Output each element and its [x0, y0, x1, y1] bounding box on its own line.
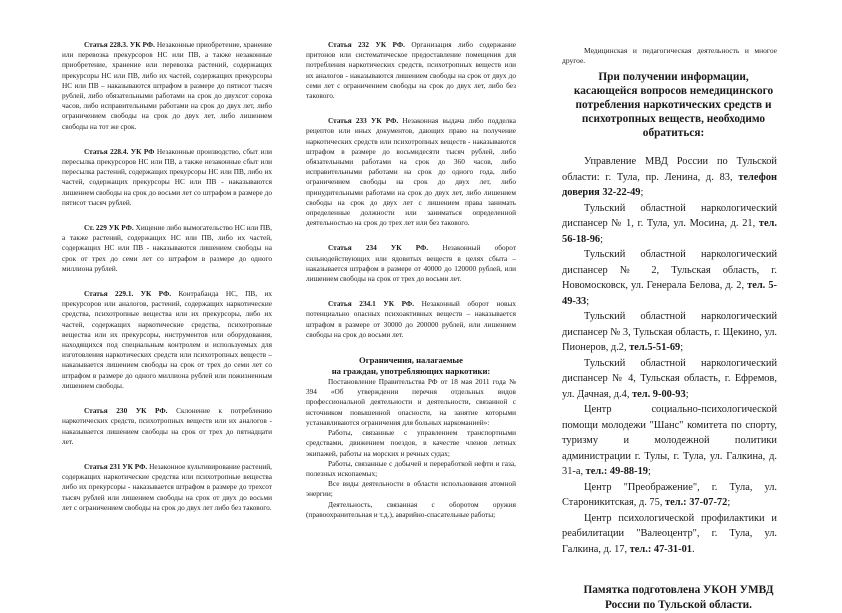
contact-phone: тел.: 47-31-01	[629, 543, 692, 555]
contact-punct: ;	[586, 295, 590, 307]
article-text: Незаконный оборот новых потенциально опасных психоактивных веществ – наказывается штрафом в размере от 30000 до 200000 рублей, или лишением свободы на срок до восьми лет.	[306, 299, 516, 339]
contact-item	[562, 356, 777, 403]
article-230	[62, 406, 272, 447]
contact-address: Центр "Преображение", г. Тула, ул. Староникитская, д. 75,	[562, 481, 777, 508]
contact-address: Центр психологической профилактики и реабилитации "Валеоцентр", г. Тула, ул. Галкина, д. 17,	[562, 512, 777, 555]
contact-item	[562, 511, 777, 558]
article-title: Статья 234.1 УК РФ.	[328, 299, 415, 309]
contact-punct: ;	[727, 497, 731, 508]
contact-phone: тел. 5-49-33	[562, 280, 777, 307]
contact-item	[562, 247, 777, 309]
article-text: Организация либо содержание притонов или систематическое предоставление помещения для потребления наркотических средств, психотропных веществ или их аналогов - наказываются лишением свободы на срок от двух до семи лет с ограничением свободы на срок до двух лет, либо без такового.	[306, 40, 516, 101]
contact-item	[562, 154, 777, 201]
column-middle	[306, 40, 516, 520]
contact-phone: телефон доверия 32-22-49	[562, 171, 777, 198]
contact-item	[562, 402, 777, 480]
contact-phone: тел.5-51-69	[629, 342, 681, 353]
contact-address: Тульский областной наркологический диспансер № 3, Тульская область, г. Щекино, ул. Пионеров, д.2,	[562, 311, 777, 353]
article-title: Статья 232 УК РФ.	[328, 40, 405, 49]
article-title: Ст. 229 УК РФ.	[84, 223, 134, 233]
article-text: Контрабанда НС, ПВ, их прекурсоров или аналогов, растений, содержащих наркотические средства, психотропные вещества или их прекурсоры, либо их частей, содержащих наркотические средства, психотропные вещества или их прекурсоры, инструментов или оборудования, находящихся под специальным контролем и используемых для изготовления наркотических средств или психотропных веществ – наказывается лишением свободы на срок от трех до семи лет со штрафом в размере до одного миллиона рублей или пожизненным лишением свободы.	[62, 289, 273, 390]
article-title: Статья 233 УК РФ.	[328, 116, 399, 126]
contact-punct: ;	[600, 233, 603, 245]
restriction-item: Работы, связанные с управлением транспортными средствами, движением поездов, в качестве членов летных экипажей, работы на морских и речных судах;	[306, 428, 516, 458]
article-title: Статья 228.3. УК РФ.	[84, 40, 155, 49]
contact-phone: тел. 56-18-96	[562, 218, 777, 245]
footer-note: Памятка подготовлена УКОН УМВД России по Тульской области.	[583, 584, 774, 611]
contacts-list	[562, 154, 777, 557]
contact-punct: .	[691, 543, 695, 555]
article-text: Незаконные производство, сбыт или пересылка прекурсоров НС или ПВ, а также незаконные сбыт или пересылка растений, содержащих прекурсоры НС или ПВ, либо их частей, содержащих прекурсоры НС или ПВ - наказываются лишением свободы на срок до восьми лет со штрафом в размере до пятисот тысяч рублей.	[62, 146, 272, 207]
restrictions-heading-line-1: Ограничения, налагаемые	[359, 355, 463, 366]
article-text: Незаконная выдача либо подделка рецептов или иных документов, дающих право на получение наркотических средств или психотропных веществ - наказываются штрафом в размере до восьмидесяти тысяч рублей, либо обязательными работами на срок до 360 часов, либо исправительными работами на срок до одного года, либо ограничением свободы на срок до двух лет, либо принудительными работами на срок до двух лет, либо лишением свободы на срок до двух лет с лишением права занимать определенные должности или заниматься определенной деятельностью на срок до трех лет или без такового.	[306, 116, 516, 228]
article-text: Незаконный оборот сильнодействующих или ядовитых веществ в целях сбыта – наказывается штрафом в размере от 40000 до 120000 рублей, или лишением свободы на срок от трех до восьми лет.	[306, 243, 517, 284]
article-228-4	[62, 147, 272, 208]
contact-phone: тел. 9-00-93	[632, 388, 686, 400]
article-229	[62, 223, 272, 274]
article-text: Хищение либо вымогательство НС или ПВ, а также растений, содержащих НС или ПВ, либо их частей, содержащих НС или ПВ - наказываются лишением свободы на срок от трех до семи лет со штрафом в размере до одного миллиона рублей.	[62, 223, 272, 273]
article-231	[62, 462, 272, 513]
contact-item	[562, 309, 777, 356]
article-text: Незаконные приобретение, хранение или перевозка прекурсоров НС или ПВ, а также незаконные приобретение, хранение или перевозка растений, содержащих прекурсоры НС или ПВ, либо их частей, содержащих прекурсоры НС или ПВ – наказываются штрафом в размере до пятисот тысяч рублей, либо обязательными работами на срок до двухсот сорока часов, либо исправительными работами на срок до двух лет, либо ограничением свободы на срок до двух лет, либо лишением свободы на тот же срок.	[62, 40, 273, 131]
article-title: Статья 234 УК РФ.	[328, 243, 429, 253]
contact-punct: ;	[647, 466, 651, 477]
contact-punct: ;	[680, 342, 684, 353]
contacts-heading: При получении информации, касающейся вопросов немедицинского потребления наркотических средств и психотропных веществ, необходимо обратиться:	[573, 71, 774, 139]
contact-address: Тульский областной наркологический диспансер № 2, Тульская область, г. Новомосковск, ул. Генерала Белова, д. 2,	[562, 249, 777, 291]
restriction-item: Все виды деятельности в области использования атомной энергии;	[306, 479, 516, 499]
restrictions-heading	[306, 355, 516, 377]
article-228-3	[62, 40, 272, 132]
article-title: Статья 228.4. УК РФ	[84, 146, 155, 156]
restriction-item: Деятельность, связанная с оборотом оружия (правоохранительная и т.д.), аварийно-спасательные работы;	[306, 499, 516, 519]
contact-address: Тульский областной наркологический диспансер № 1, г. Тула, ул. Мосина, д. 21,	[562, 202, 777, 229]
contact-address: Управление МВД России по Тульской области: г. Тула, пр. Ленина, д. 83,	[562, 156, 777, 183]
article-233	[306, 116, 516, 228]
contact-address: Центр социально-психологической помощи молодежи "Шанс" комитета по спорту, туризму и молодежной политики администрации г. Тулы, г. Тула, ул. Галкина, д. 31-а,	[562, 404, 777, 477]
contact-phone: тел.: 37-07-72	[665, 497, 728, 508]
restriction-item: Работы, связанные с добычей и переработкой нефти и газа, полезных ископаемых;	[306, 458, 516, 478]
column-right	[562, 46, 777, 613]
contact-phone: тел.: 49-88-19	[585, 466, 648, 477]
article-234	[306, 243, 516, 284]
article-title: Статья 231 УК РФ.	[84, 461, 148, 471]
contact-address: Тульский областной наркологический диспансер № 4, Тульская область, г. Ефремов, ул. Дачная, д.4,	[562, 357, 777, 400]
article-text: Незаконное культивирование растений, содержащих наркотические средства или психотропные вещества либо их прекурсоры - наказывается штрафом в размере до трехсот тысяч рублей или лишением свободы на срок от двух до восьми лет с ограничением свободы на срок до двух лет либо без такового.	[62, 461, 272, 512]
column-left	[62, 40, 272, 513]
restrictions-heading-line-2: на граждан, употребляющих наркотики:	[331, 366, 491, 377]
contact-item	[562, 201, 777, 248]
contact-punct: ;	[685, 388, 689, 400]
article-title: Статья 229.1. УК РФ.	[84, 289, 172, 299]
article-text: Склонение к потреблению наркотических средств, психотропных веществ или их аналогов - наказывается лишением свободы на срок от трех до пятнадцати лет.	[62, 406, 272, 446]
article-232	[306, 40, 516, 101]
contact-punct: ;	[640, 187, 644, 198]
contact-item	[562, 480, 777, 511]
article-title: Статья 230 УК РФ.	[84, 406, 168, 416]
restriction-item: Постановление Правительства РФ от 18 мая 2011 года № 394 «Об утверждении перечня отдельных видов профессиональной деятельности и деятельности, связанной с источником повышенной опасности, на занятие которыми устанавливаются ограничения для больных наркоманией»:	[306, 377, 516, 427]
intro-text: Медицинская и педагогическая деятельность и многое другое.	[562, 46, 777, 65]
article-229-1	[62, 289, 272, 391]
article-234-1	[306, 299, 516, 340]
